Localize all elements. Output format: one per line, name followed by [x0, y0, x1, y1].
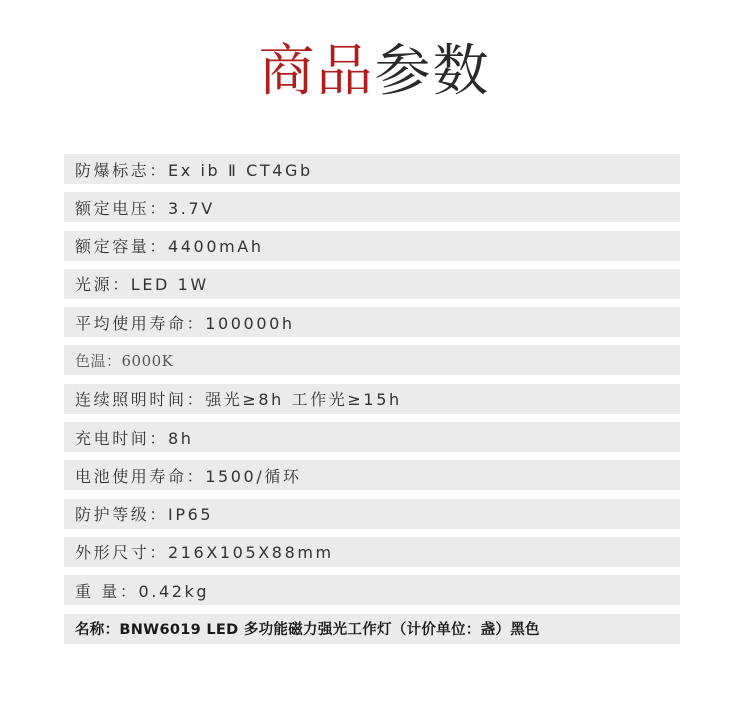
page-title-rest: 参数: [374, 39, 491, 104]
spec-row-protection-level: 防护等级：IP65: [64, 499, 680, 529]
spec-row-dimensions: 外形尺寸：216X105X88mm: [64, 537, 680, 567]
spec-row-average-lifespan: 平均使用寿命：100000h: [64, 307, 680, 337]
spec-row-rated-voltage: 额定电压：3.7V: [64, 192, 680, 222]
spec-row-light-source: 光源：LED 1W: [64, 269, 680, 299]
spec-row-product-name: 名称：BNW6019 LED 多功能磁力强光工作灯（计价单位：盏）黑色: [64, 614, 680, 644]
spec-row-weight: 重 量：0.42kg: [64, 575, 680, 605]
spec-row-explosion-mark: 防爆标志：Ex ib Ⅱ CT4Gb: [64, 154, 680, 184]
spec-row-color-temperature: 色温：6000K: [64, 345, 680, 375]
spec-list: [64, 154, 680, 652]
spec-row-charging-time: 充电时间：8h: [64, 422, 680, 452]
page-title-accent: 商品: [258, 39, 375, 104]
spec-row-battery-lifespan: 电池使用寿命：1500/循环: [64, 460, 680, 490]
spec-row-rated-capacity: 额定容量：4400mAh: [64, 231, 680, 261]
page-title: [0, 36, 749, 108]
spec-row-illumination-time: 连续照明时间：强光≥8h 工作光≥15h: [64, 384, 680, 414]
